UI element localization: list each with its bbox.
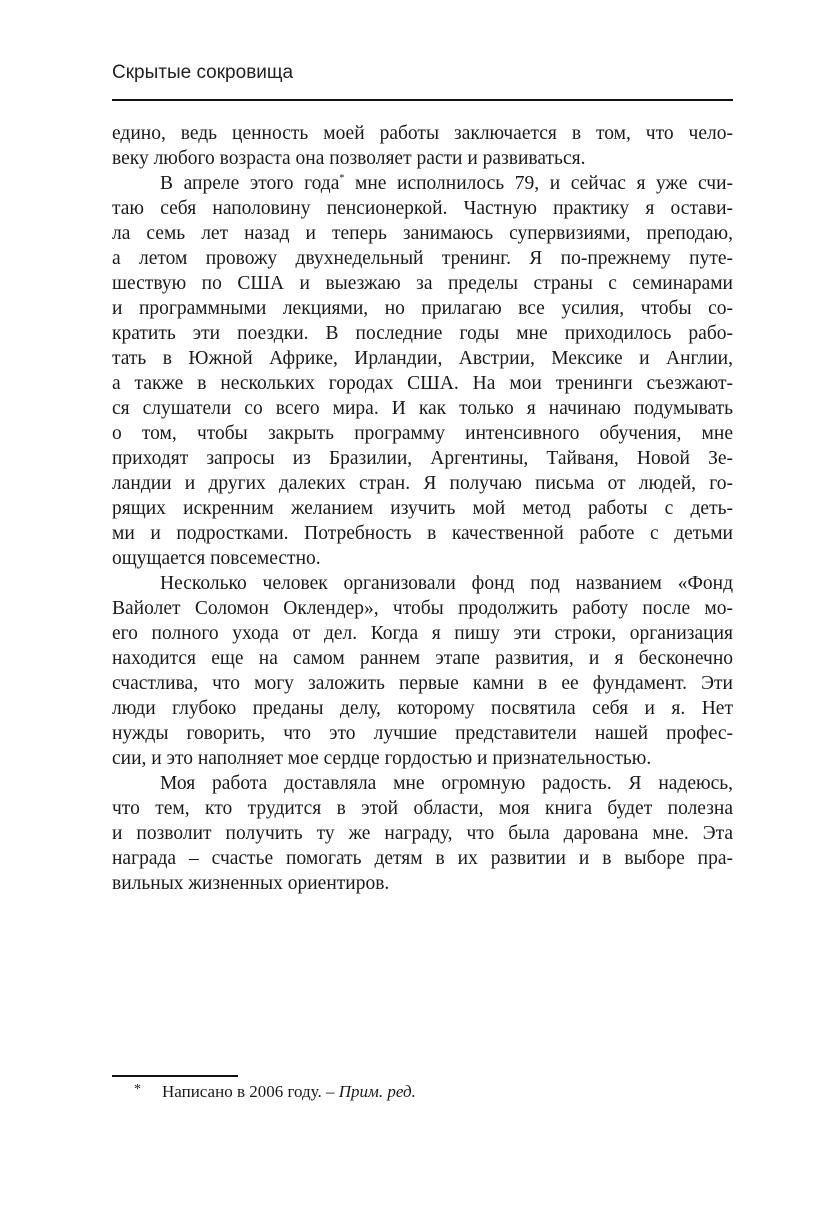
- text-line: Несколько человек организовали фонд под названием «Фонд: [160, 573, 733, 595]
- text-line: о том, чтобы закрыть программу интенсивного обучения, мне: [112, 423, 733, 445]
- text-line: находится еще на самом раннем этапе развития, и я бесконечно: [112, 648, 733, 670]
- editor-note: Прим. ред.: [338, 1082, 416, 1101]
- text-line: едино, ведь ценность моей работы заключается в том, что чело-: [112, 123, 733, 144]
- footnote-body: Написано в 2006 году. –: [162, 1082, 339, 1101]
- text-line: приходят запросы из Бразилии, Аргентины, Тайваня, Новой Зе-: [112, 448, 733, 470]
- text-line: веку любого возраста она позволяет расти и развиваться.: [112, 148, 586, 170]
- text-line: Моя работа доставляла мне огромную радость. Я надеюсь,: [160, 773, 733, 795]
- paragraph: [112, 771, 733, 896]
- body-text: [112, 121, 733, 896]
- text-line: его полного ухода от дел. Когда я пишу эти строки, организация: [112, 623, 733, 645]
- text-line: нужды говорить, что это лучшие представители нашей профес-: [112, 723, 733, 745]
- text-line: рящих искренним желанием изучить мой метод работы с деть-: [112, 498, 733, 520]
- text-line: таю себя наполовину пенсионеркой. Частную практику я остави-: [112, 198, 733, 220]
- text-line: ла семь лет назад и теперь занимаюсь супервизиями, преподаю,: [112, 223, 733, 245]
- text-line: ландии и других далеких стран. Я получаю письма от людей, го-: [112, 473, 733, 495]
- footnote-ref: *: [339, 173, 345, 185]
- text-line: ся слушатели со всего мира. И как только я начинаю подумывать: [112, 398, 733, 420]
- text-line: что тем, кто трудится в этой области, моя книга будет полезна: [112, 798, 733, 820]
- text-line: а летом провожу двухнедельный тренинг. Я по-прежнему путе-: [112, 248, 733, 270]
- paragraph: [112, 171, 733, 571]
- paragraph: [112, 121, 733, 171]
- text-line: ощущается повсеместно.: [112, 548, 321, 570]
- footnote-mark: *: [134, 1082, 141, 1097]
- text-line: ми и подростками. Потребность в качественной работе с детьми: [112, 523, 733, 545]
- text-line: шествую по США и выезжаю за пределы страны с семинарами: [112, 273, 733, 295]
- text-line: кратить эти поездки. В последние годы мне приходилось рабо-: [112, 323, 733, 345]
- text-line: счастлива, что могу заложить первые камни в ее фундамент. Эти: [112, 673, 733, 695]
- text-line: и программными лекциями, но прилагаю все усилия, чтобы со-: [112, 298, 733, 320]
- text-line: сии, и это наполняет мое сердце гордостью и признательностью.: [112, 748, 652, 770]
- text-line: и позволит получить ту же награду, что была дарована мне. Эта: [112, 823, 733, 845]
- text-line: В апреле этого года* мне исполнилось 79, и сейчас я уже счи-: [160, 173, 734, 195]
- text-line: вильных жизненных ориентиров.: [112, 873, 390, 895]
- text-line: Вайолет Соломон Оклендер», чтобы продолжить работу после мо-: [112, 598, 733, 620]
- text-line: тать в Южной Африке, Ирландии, Австрии, Мексике и Англии,: [112, 348, 733, 370]
- text-line: люди глубоко преданы делу, которому посвятила себя и я. Нет: [112, 698, 733, 720]
- running-title: Скрытые сокровища: [112, 62, 294, 83]
- footnote-rule: [112, 1075, 238, 1077]
- text-line: награда – счастье помогать детям в их развитии и в выборе пра-: [112, 848, 733, 870]
- footnote-text: [162, 1082, 416, 1102]
- header-rule: [112, 99, 733, 101]
- paragraph: [112, 571, 733, 771]
- text-line: а также в нескольких городах США. На мои тренинги съезжают-: [112, 373, 733, 395]
